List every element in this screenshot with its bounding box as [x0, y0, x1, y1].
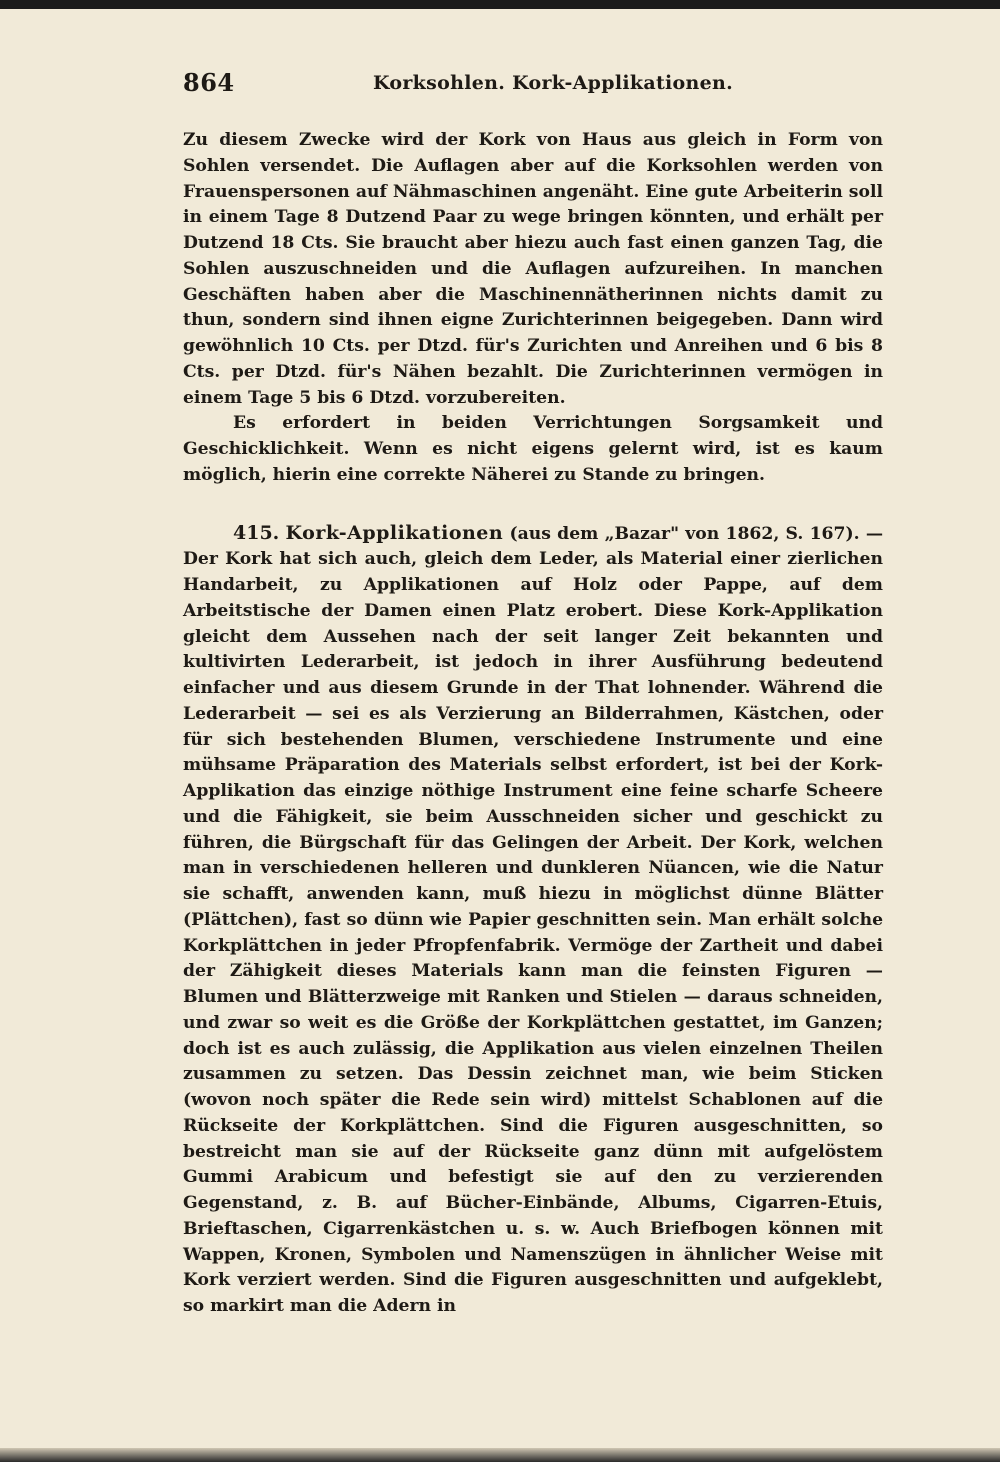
- bottom-scan-border: [0, 1448, 1000, 1462]
- page-number: 864: [183, 68, 235, 97]
- page-body: [183, 128, 883, 1320]
- section-415-paragraph: [183, 521, 883, 1320]
- top-scan-border: [0, 0, 1000, 9]
- page-header: [183, 68, 883, 108]
- section-text: (aus dem „Bazar" von 1862, S. 167). — Der Kork hat sich auch, gleich dem Leder, als Material einer zierlichen Handarbeit, zu Applikationen auf Holz oder Pappe, auf dem Arbeitstische der Damen einen Platz erobert. Diese Kork-Applikation gleicht dem Aussehen nach der seit langer Zeit bekannten und kultivirten Lederarbeit, ist jedoch in ihrer Ausführung bedeutend einfacher und aus diesem Grunde in der That lohnender. Während die Lederarbeit — sei es als Verzierung an Bilderrahmen, Kästchen, oder für sich bestehenden Blumen, verschiedene Instrumente und eine mühsame Präparation des Materials selbst erfordert, ist bei der Kork-Applikation das einzige nöthige Instrument eine feine scharfe Scheere und die Fähigkeit, sie beim Ausschneiden sicher und geschickt zu führen, die Bürgschaft für das Gelingen der Arbeit. Der Kork, welchen man in verschiedenen helleren und dunkleren Nüancen, wie die Natur sie schafft, anwenden kann, muß hiezu in möglichst dünne Blätter (Plättchen), fast so dünn wie Papier geschnitten sein. Man erhält solche Korkplättchen in jeder Pfropfenfabrik. Vermöge der Zartheit und dabei der Zähigkeit dieses Materials kann man die feinsten Figuren — Blumen und Blätterzweige mit Ranken und Stielen — daraus schneiden, und zwar so weit es die Größe der Korkplättchen gestattet, im Ganzen; doch ist es auch zulässig, die Applikation aus vielen einzelnen Theilen zusammen zu setzen. Das Dessin zeichnet man, wie beim Sticken (wovon noch später die Rede sein wird) mittelst Schablonen auf die Rückseite der Korkplättchen. Sind die Figuren ausgeschnitten, so bestreicht man sie auf der Rückseite ganz dünn mit aufgelöstem Gummi Arabicum und befestigt sie auf den zu verzierenden Gegenstand, z. B. auf Bücher-Einbände, Albums, Cigarren-Etuis, Brieftaschen, Cigarrenkästchen u. s. w. Auch Briefbogen können mit Wappen, Kronen, Symbolen und Namenszügen in ähnlicher Weise mit Kork verziert werden. Sind die Figuren ausgeschnitten und aufgeklebt, so markirt man die Adern in: [183, 523, 884, 1316]
- section-number: 415.: [233, 521, 280, 544]
- section-title: Kork-Applikationen: [285, 521, 504, 544]
- paragraph-1: Zu diesem Zwecke wird der Kork von Haus aus gleich in Form von Sohlen versendet. Die Auflagen aber auf die Korksohlen werden von Frauenspersonen auf Nähmaschinen angenäht. Eine gute Arbeiterin soll in einem Tage 8 Dutzend Paar zu wege bringen könnten, und erhält per Dutzend 18 Cts. Sie braucht aber hiezu auch fast einen ganzen Tag, die Sohlen auszuschneiden und die Auflagen aufzureihen. In manchen Geschäften haben aber die Maschinennätherinnen nichts damit zu thun, sondern sind ihnen eigne Zurichterinnen beigegeben. Dann wird gewöhnlich 10 Cts. per Dtzd. für's Zurichten und Anreihen und 6 bis 8 Cts. per Dtzd. für's Nähen bezahlt. Die Zurichterinnen vermögen in einem Tage 5 bis 6 Dtzd. vorzubereiten.: [183, 130, 883, 408]
- section-spacer: [183, 489, 883, 521]
- running-head: Korksohlen. Kork-Applikationen.: [373, 72, 734, 94]
- paragraph-2: Es erfordert in beiden Verrichtungen Sorgsamkeit und Geschicklichkeit. Wenn es nicht eigens gelernt wird, ist es kaum möglich, hierin eine correkte Näherei zu Stande zu bringen.: [183, 413, 883, 485]
